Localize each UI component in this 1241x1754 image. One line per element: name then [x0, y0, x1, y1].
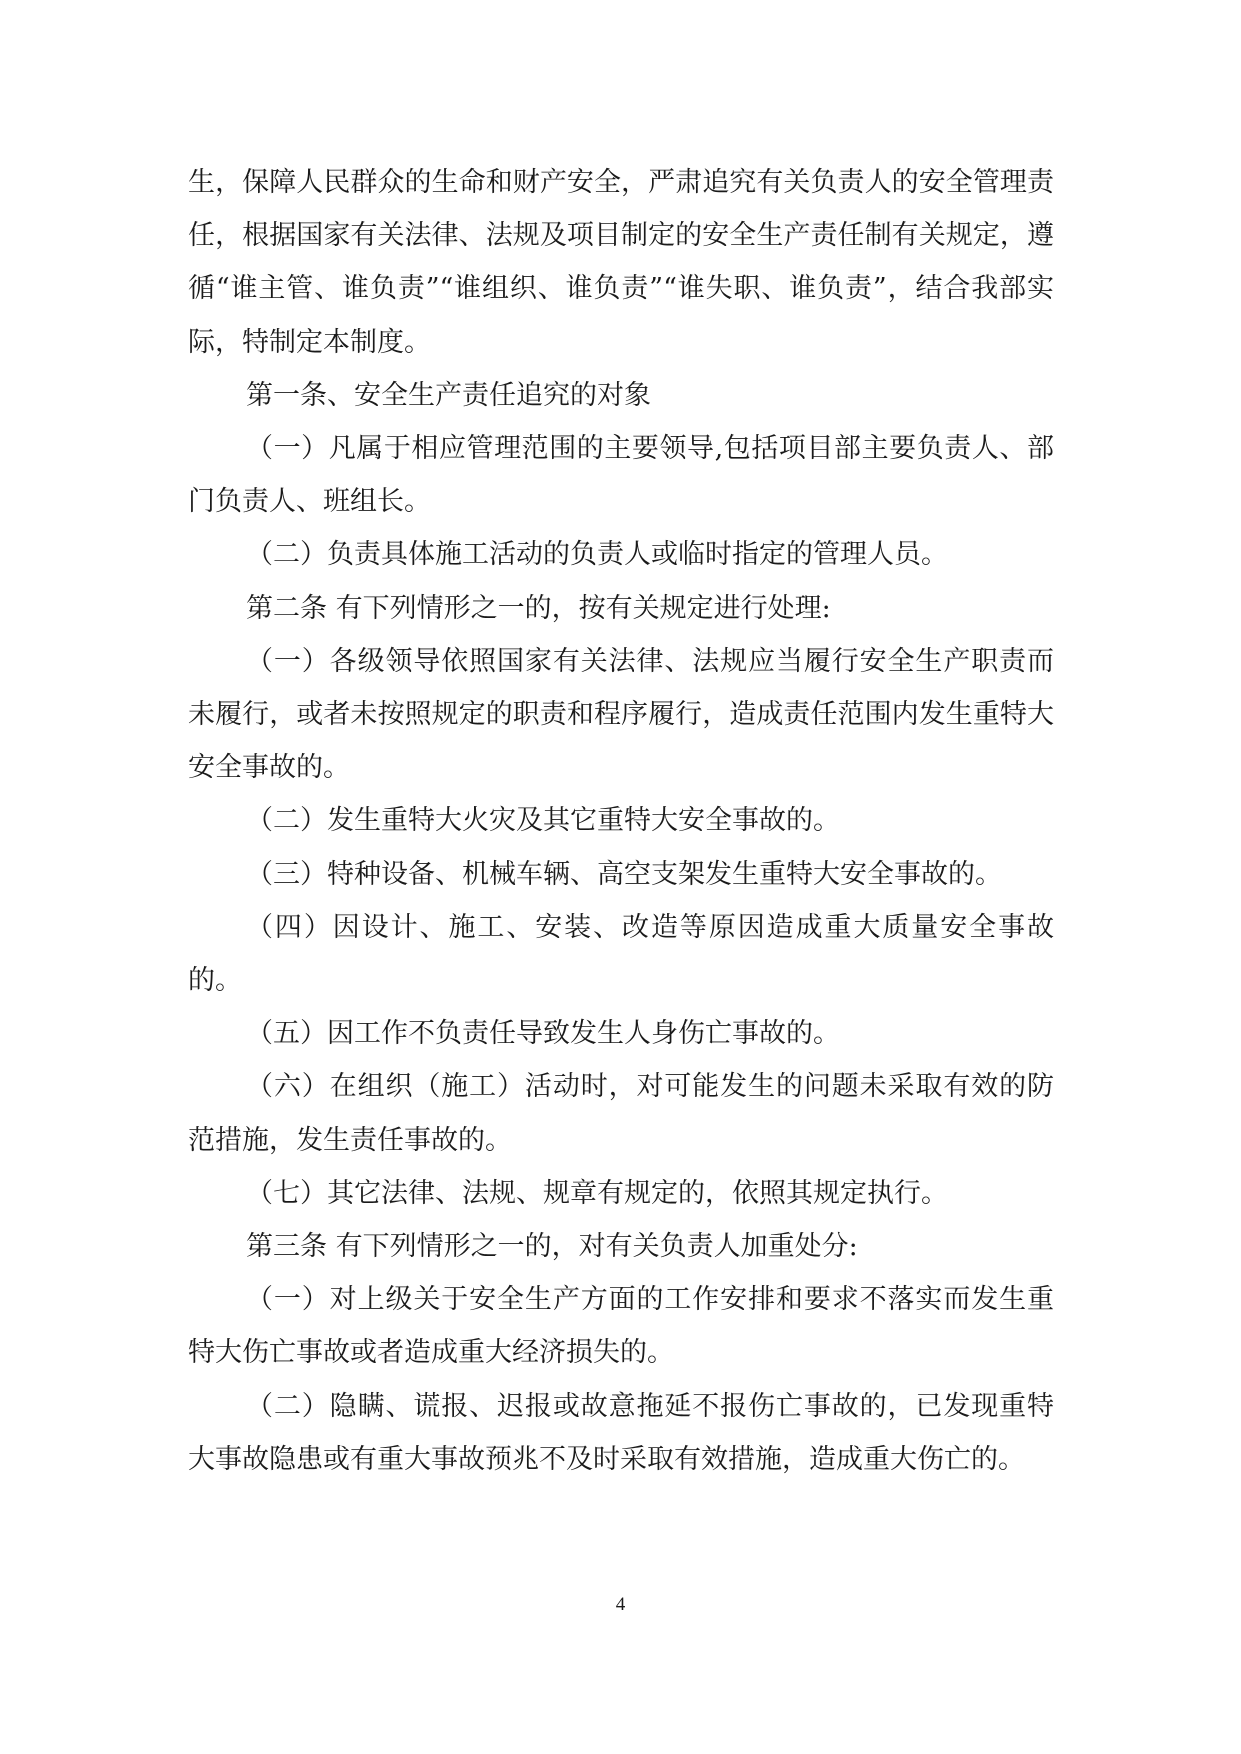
article-3-heading: 第三条 有下列情形之一的，对有关负责人加重处分:	[246, 1231, 858, 1263]
article-2-item-5: （五）因工作不负责任导致发生人身伤亡事故的。	[246, 1018, 840, 1050]
article-2-item-6: （六）在组织（施工）活动时，对可能发生的问题未采取有效的防范措施，发生责任事故的。	[188, 1071, 1054, 1156]
article-2-item-4: （四）因设计、施工、安装、改造等原因造成重大质量安全事故的。	[188, 911, 1054, 997]
article-1-heading: 第一条、安全生产责任追究的对象	[246, 379, 651, 411]
paragraph-intro-continuation: 生，保障人民群众的生命和财产安全，严肃追究有关负责人的安全管理责任，根据国家有关法律、法规及项目制定的安全生产责任制有关规定，遵循“谁主管、谁负责”“谁组织、谁负责”“谁失职、谁负责”，结合我部实际，特制定本制度。	[188, 167, 1054, 358]
article-2-item-2: （二）发生重特大火灾及其它重特大安全事故的。	[246, 805, 840, 837]
article-1-item-2: （二）负责具体施工活动的负责人或临时指定的管理人员。	[246, 539, 948, 571]
document-body	[188, 156, 1054, 1486]
article-2-item-3: （三）特种设备、机械车辆、高空支架发生重特大安全事故的。	[246, 858, 1002, 890]
article-3-item-2: （二）隐瞒、谎报、迟报或故意拖延不报伤亡事故的，已发现重特大事故隐患或有重大事故预兆不及时采取有效措施，造成重大伤亡的。	[188, 1390, 1054, 1475]
article-2-heading: 第二条 有下列情形之一的，按有关规定进行处理:	[246, 592, 831, 624]
page-number: 4	[615, 1594, 626, 1615]
article-3-item-1: （一）对上级关于安全生产方面的工作安排和要求不落实而发生重特大伤亡事故或者造成重大经济损失的。	[188, 1284, 1054, 1369]
article-2-item-7: （七）其它法律、法规、规章有规定的，依照其规定执行。	[246, 1177, 948, 1209]
article-2-item-1: （一）各级领导依照国家有关法律、法规应当履行安全生产职责而未履行，或者未按照规定的职责和程序履行，造成责任范围内发生重特大安全事故的。	[188, 645, 1054, 784]
article-1-item-1: （一）凡属于相应管理范围的主要领导,包括项目部主要负责人、部门负责人、班组长。	[188, 433, 1054, 518]
